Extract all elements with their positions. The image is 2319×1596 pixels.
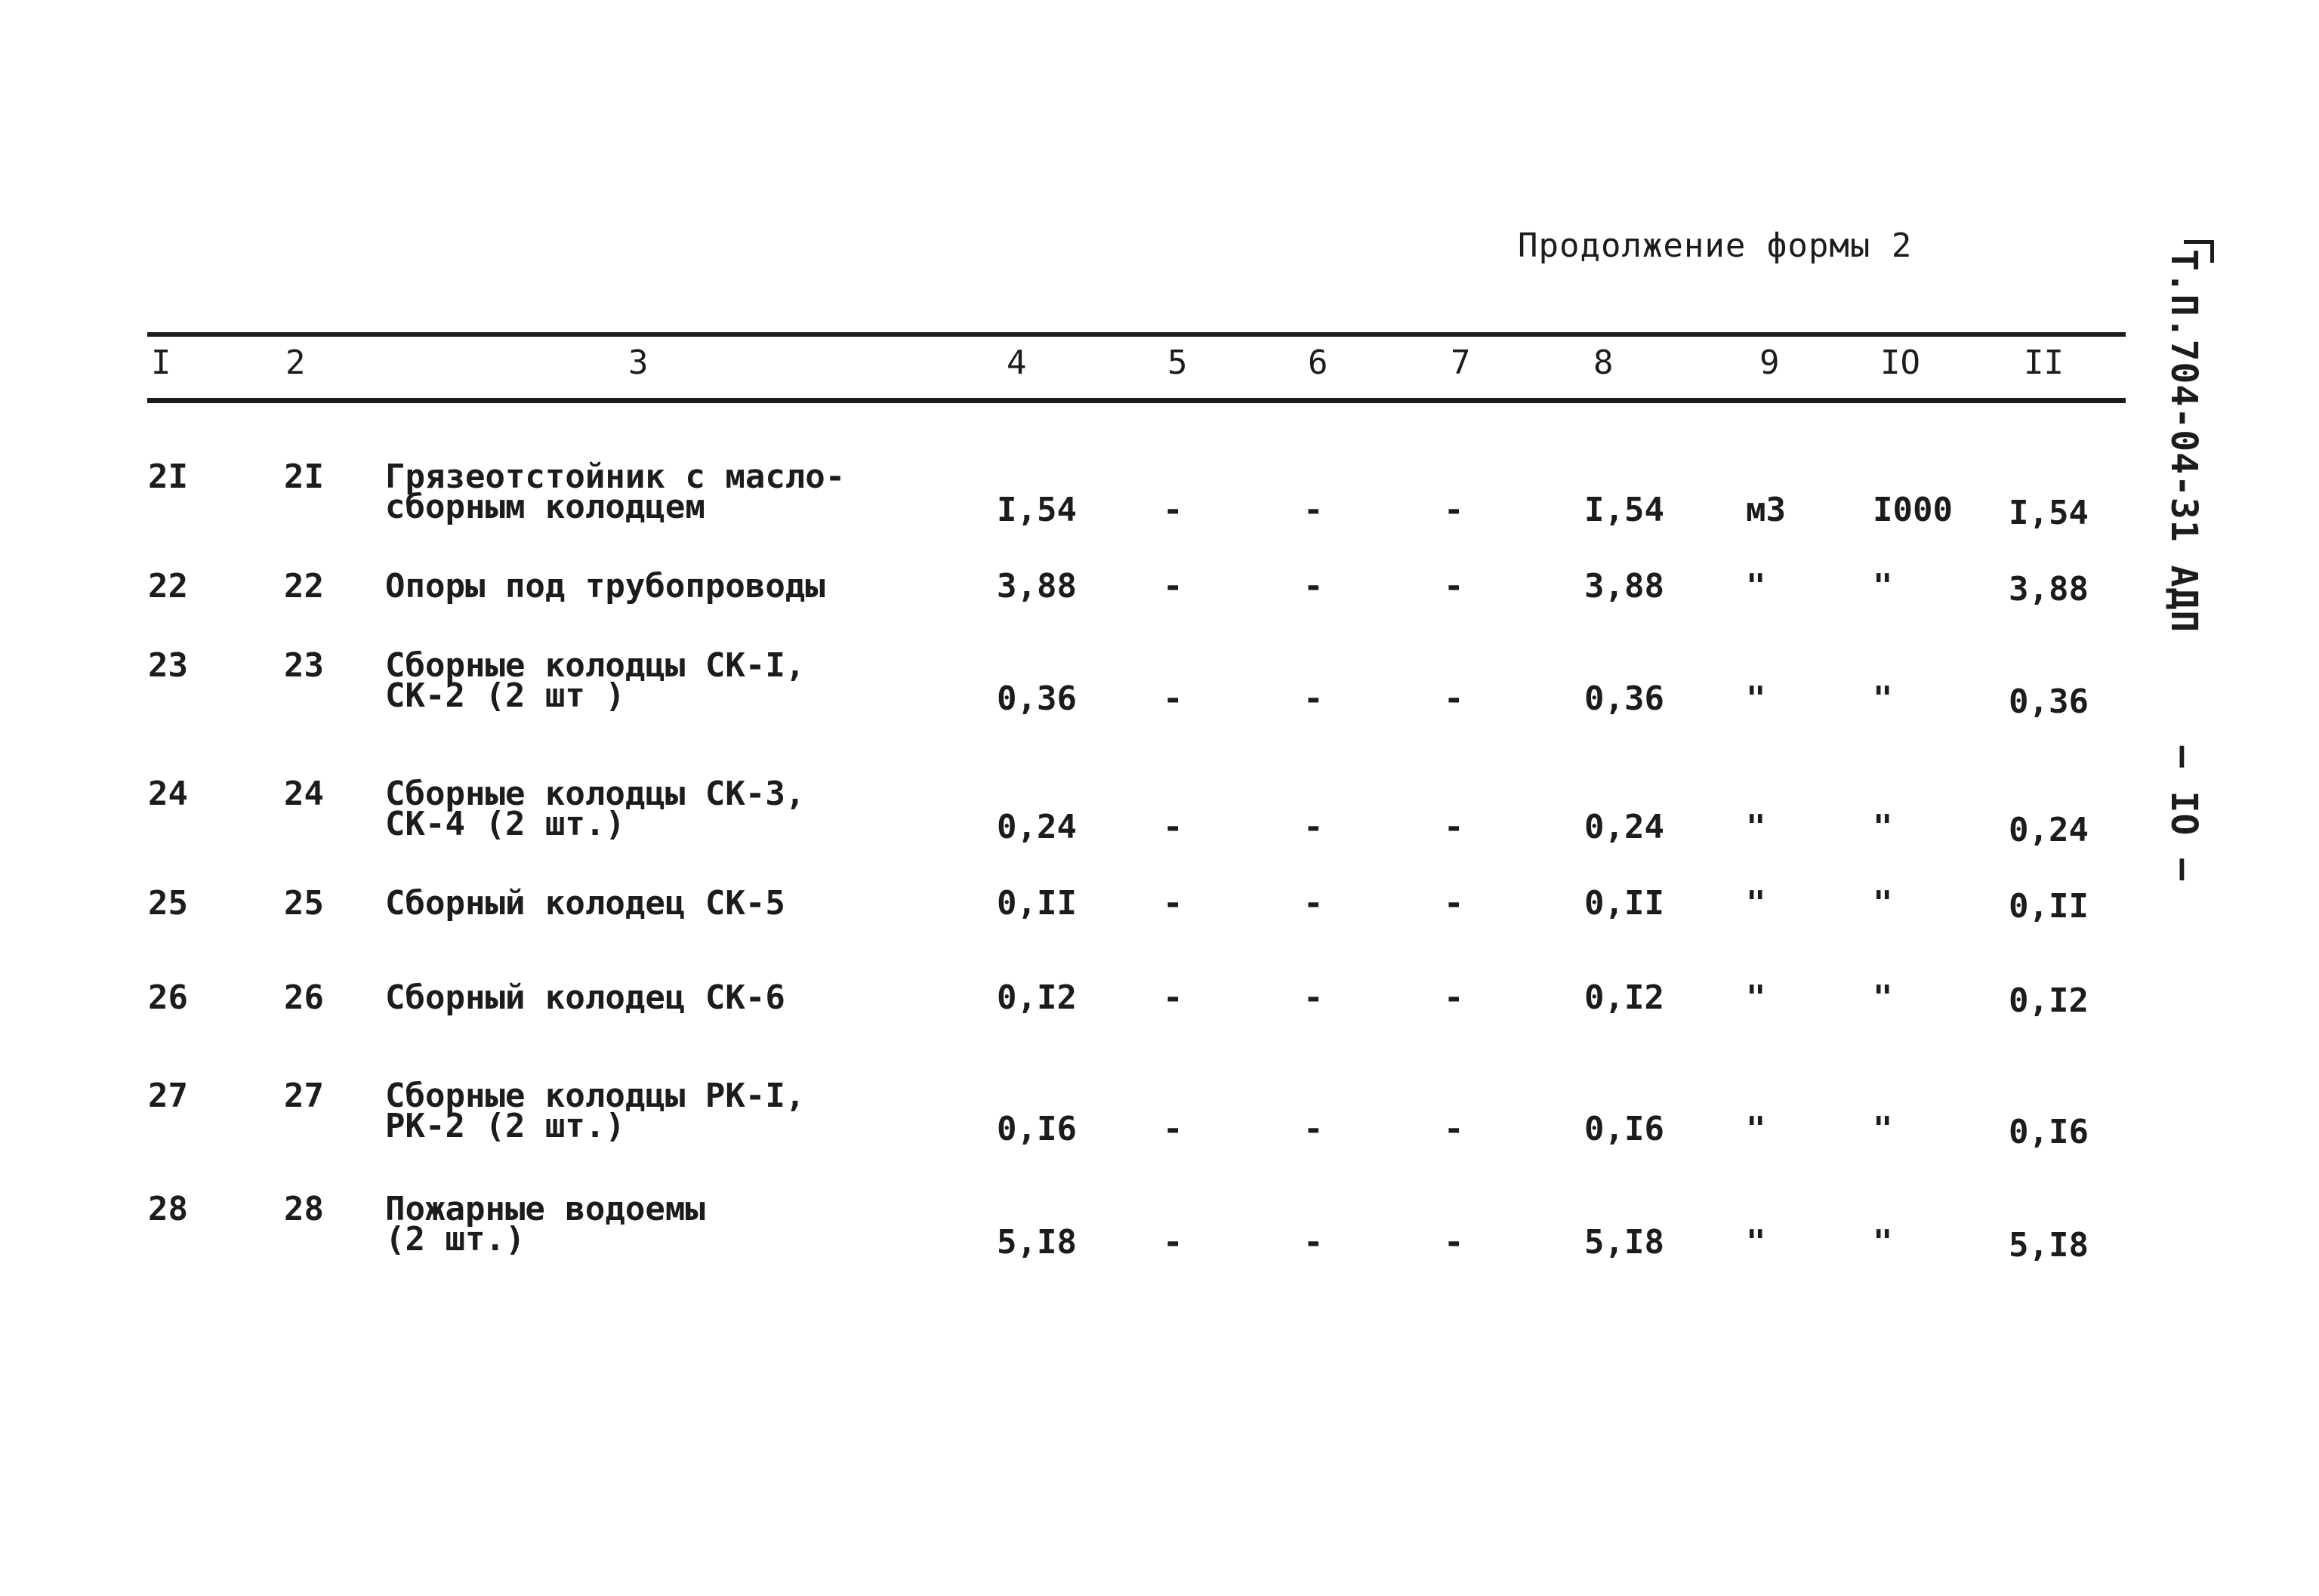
unit-col9: "	[1746, 1110, 1766, 1148]
unit-col9: "	[1746, 884, 1766, 923]
column-header: II	[2024, 344, 2064, 382]
form-continuation-note: Продолжение формы 2	[1518, 226, 1913, 265]
value-col5: -	[1163, 1223, 1183, 1262]
value-col6: -	[1303, 884, 1324, 923]
value-col10: "	[1873, 679, 1893, 718]
value-col10: I000	[1873, 491, 1953, 529]
item-number: 2I	[284, 458, 324, 496]
unit-col9: "	[1746, 679, 1766, 718]
document-code: Т.П.704-04-31 АДП	[2163, 249, 2205, 633]
column-header: 4	[1007, 344, 1027, 382]
item-name-line1: Сборные колодцы РК-I,	[385, 1077, 806, 1115]
value-col10: "	[1873, 808, 1893, 846]
page-number: — IO —	[2163, 745, 2205, 882]
value-col4: 0,I2	[997, 978, 1077, 1017]
value-col8: I,54	[1584, 491, 1664, 529]
item-name-line1: Сборные колодцы СК-I,	[385, 646, 806, 685]
value-col11: 0,I2	[2009, 981, 2089, 1020]
value-col11: 0,I6	[2009, 1113, 2089, 1151]
value-col6: -	[1303, 1110, 1324, 1148]
item-number: 28	[284, 1190, 324, 1228]
value-col11: I,54	[2009, 494, 2089, 532]
item-name-line2: СК-4 (2 шт.)	[385, 805, 625, 843]
item-number: 24	[284, 775, 324, 813]
item-name-line1: Сборный колодец СК-5	[385, 884, 785, 923]
unit-col9: "	[1746, 978, 1766, 1017]
value-col5: -	[1163, 1110, 1183, 1148]
value-col10: "	[1873, 1110, 1893, 1148]
value-col5: -	[1163, 884, 1183, 923]
value-col11: 0,24	[2009, 811, 2089, 849]
item-name-line2: СК-2 (2 шт )	[385, 676, 625, 715]
value-col4: 5,I8	[997, 1223, 1077, 1262]
value-col10: "	[1873, 978, 1893, 1017]
value-col5: -	[1163, 491, 1183, 529]
value-col8: 0,36	[1584, 679, 1664, 718]
value-col6: -	[1303, 1223, 1324, 1262]
side-stamp	[2163, 249, 2206, 882]
value-col11: 3,88	[2009, 570, 2089, 609]
column-header: IO	[1880, 344, 1920, 382]
value-col7: -	[1444, 978, 1464, 1017]
column-header: 5	[1167, 344, 1188, 382]
row-number: 26	[148, 978, 188, 1017]
unit-col9: м3	[1746, 491, 1786, 529]
item-name-line2: РК-2 (2 шт.)	[385, 1107, 625, 1145]
column-header: 2	[285, 344, 306, 382]
column-header: 3	[628, 344, 649, 382]
value-col6: -	[1303, 491, 1324, 529]
column-header: 9	[1759, 344, 1780, 382]
value-col11: 0,II	[2009, 887, 2089, 926]
item-number: 27	[284, 1077, 324, 1115]
unit-col9: "	[1746, 808, 1766, 846]
value-col6: -	[1303, 567, 1324, 605]
value-col7: -	[1444, 808, 1464, 846]
value-col10: "	[1873, 567, 1893, 605]
unit-col9: "	[1746, 1223, 1766, 1262]
value-col4: 0,24	[997, 808, 1077, 846]
value-col8: 0,I6	[1584, 1110, 1664, 1148]
value-col7: -	[1444, 679, 1464, 718]
value-col5: -	[1163, 978, 1183, 1017]
value-col5: -	[1163, 567, 1183, 605]
row-number: 22	[148, 567, 188, 605]
column-header: 6	[1308, 344, 1328, 382]
table-header-rule	[147, 398, 2126, 403]
item-name-line2: сборным колодцем	[385, 488, 705, 526]
row-number: 27	[148, 1077, 188, 1115]
item-name-line2: (2 шт.)	[385, 1220, 526, 1259]
item-number: 23	[284, 646, 324, 685]
value-col4: 0,36	[997, 679, 1077, 718]
row-number: 2I	[148, 458, 188, 496]
row-number: 24	[148, 775, 188, 813]
column-header: I	[151, 344, 171, 382]
item-name-line1: Опоры под трубопроводы	[385, 567, 825, 605]
column-header: 7	[1451, 344, 1471, 382]
value-col10: "	[1873, 884, 1893, 923]
value-col4: I,54	[997, 491, 1077, 529]
value-col8: 0,II	[1584, 884, 1664, 923]
row-number: 25	[148, 884, 188, 923]
value-col8: 5,I8	[1584, 1223, 1664, 1262]
item-number: 26	[284, 978, 324, 1017]
value-col4: 0,I6	[997, 1110, 1077, 1148]
value-col8: 0,I2	[1584, 978, 1664, 1017]
column-header: 8	[1593, 344, 1614, 382]
value-col7: -	[1444, 567, 1464, 605]
value-col4: 3,88	[997, 567, 1077, 605]
value-col11: 0,36	[2009, 682, 2089, 721]
value-col7: -	[1444, 1110, 1464, 1148]
value-col5: -	[1163, 679, 1183, 718]
value-col6: -	[1303, 808, 1324, 846]
table-top-rule	[147, 332, 2126, 337]
unit-col9: "	[1746, 567, 1766, 605]
value-col5: -	[1163, 808, 1183, 846]
value-col7: -	[1444, 491, 1464, 529]
value-col8: 0,24	[1584, 808, 1664, 846]
value-col11: 5,I8	[2009, 1226, 2089, 1265]
item-number: 22	[284, 567, 324, 605]
item-name-line1: Грязеотстойник с масло-	[385, 458, 846, 496]
value-col6: -	[1303, 679, 1324, 718]
value-col4: 0,II	[997, 884, 1077, 923]
row-number: 23	[148, 646, 188, 685]
value-col10: "	[1873, 1223, 1893, 1262]
value-col7: -	[1444, 1223, 1464, 1262]
value-col7: -	[1444, 884, 1464, 923]
item-name-line1: Пожарные водоемы	[385, 1190, 705, 1228]
item-name-line1: Сборный колодец СК-6	[385, 978, 785, 1017]
value-col8: 3,88	[1584, 567, 1664, 605]
row-number: 28	[148, 1190, 188, 1228]
item-name-line1: Сборные колодцы СК-3,	[385, 775, 806, 813]
value-col6: -	[1303, 978, 1324, 1017]
item-number: 25	[284, 884, 324, 923]
